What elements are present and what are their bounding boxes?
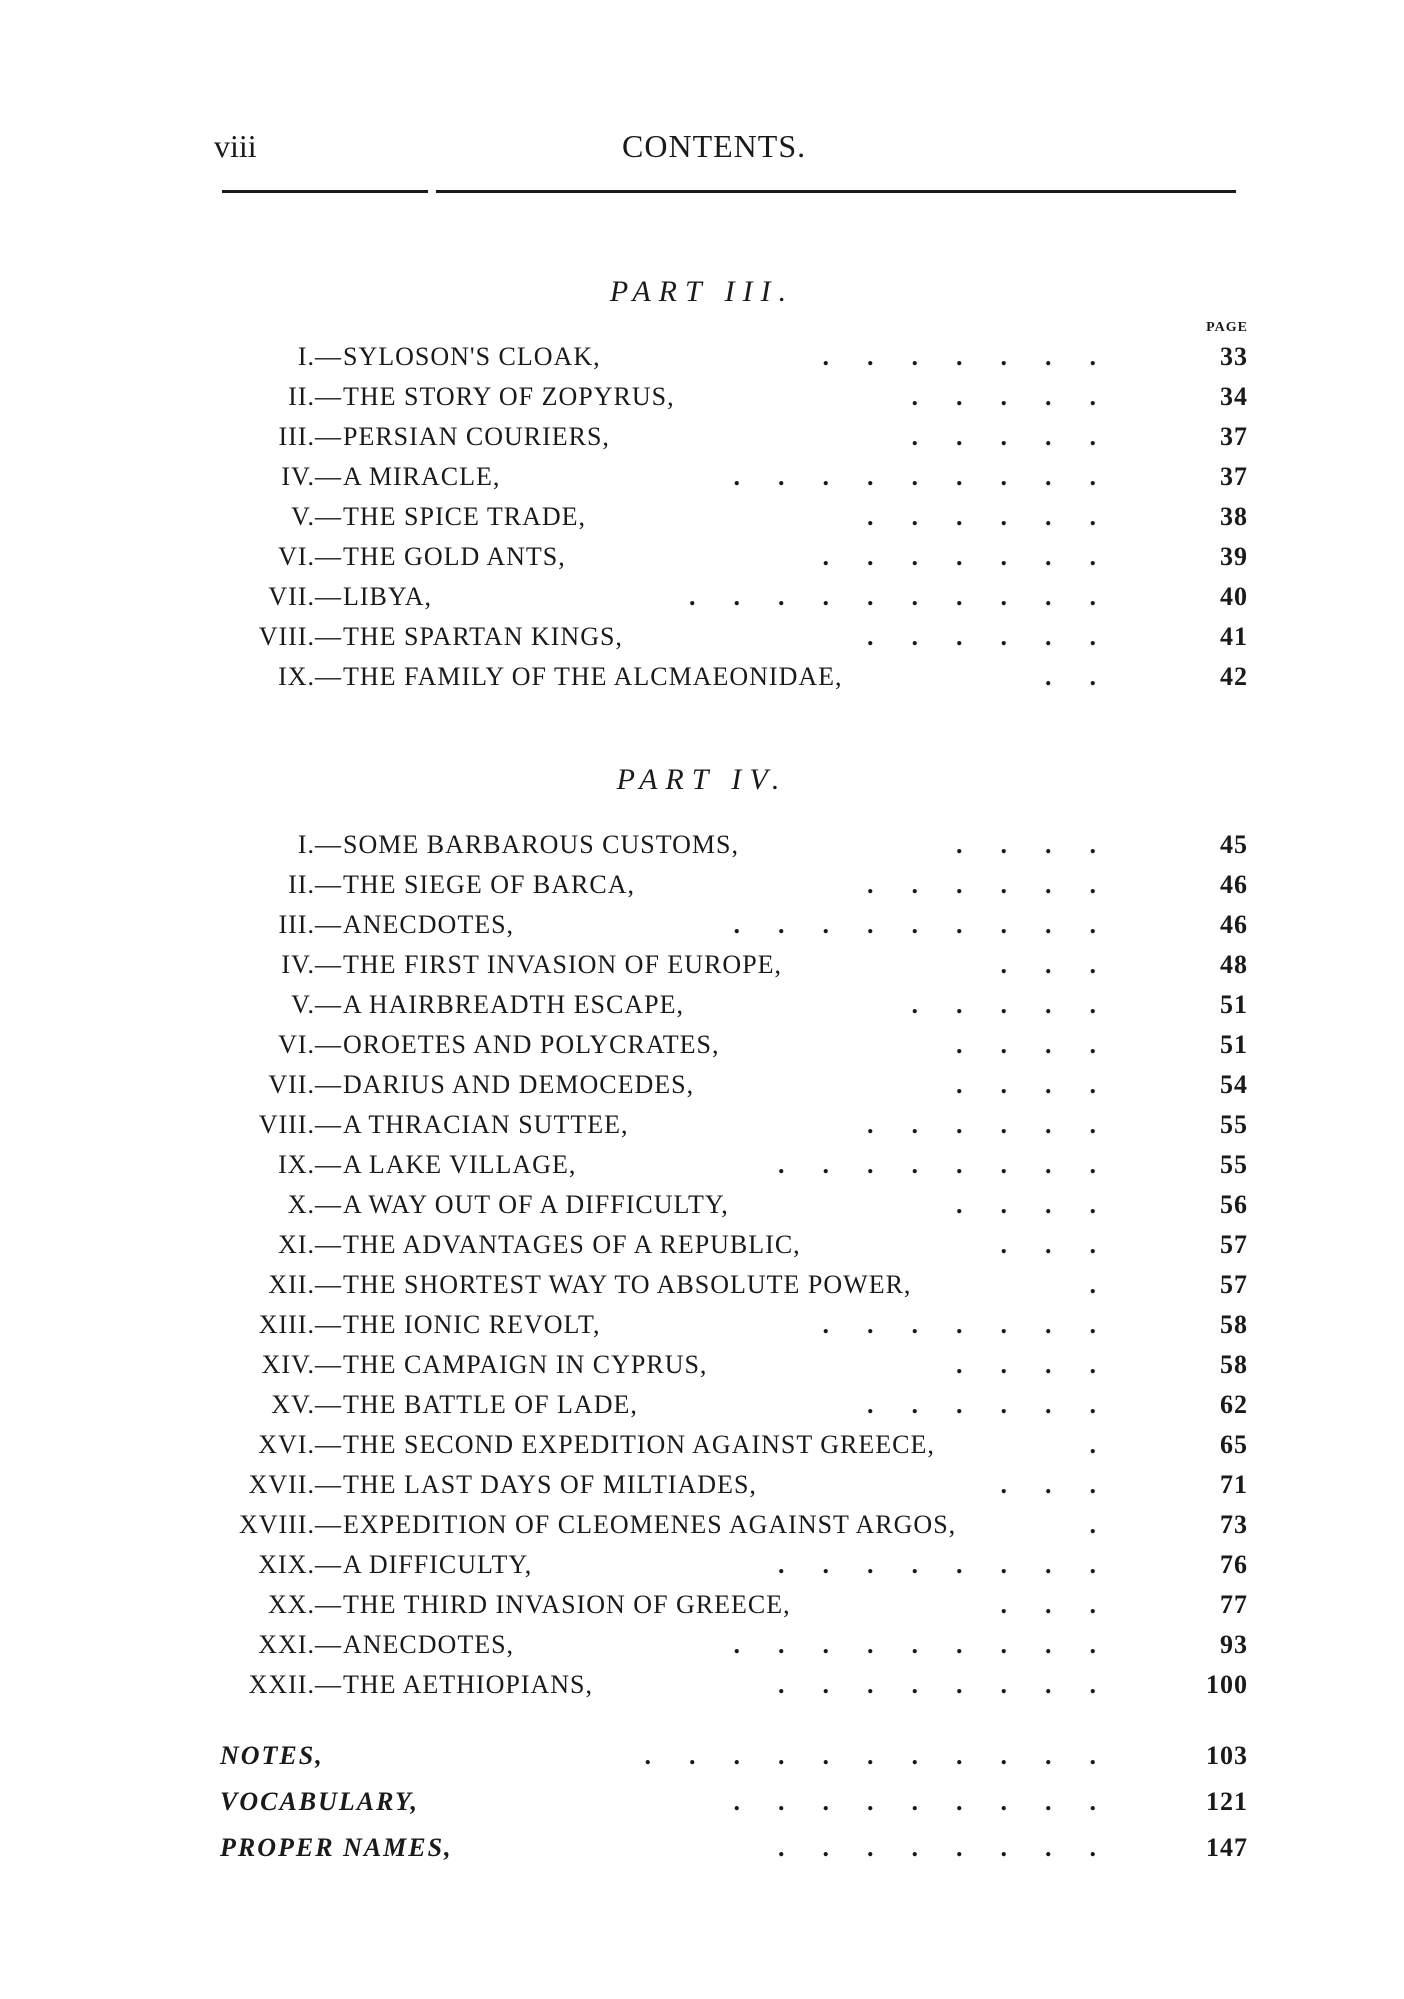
- toc-entry[interactable]: [0, 1190, 1404, 1228]
- toc-entry-notes[interactable]: [0, 1741, 1404, 1779]
- leader-dots: .: [1089, 1430, 1134, 1459]
- leader-dots: .........: [733, 462, 1134, 491]
- leader-dots: ........: [778, 1670, 1134, 1699]
- entry-title: THE SECOND EXPEDITION AGAINST GREECE,: [343, 1430, 935, 1459]
- leader-dots: .....: [911, 422, 1134, 451]
- leader-dots: ...........: [644, 1741, 1134, 1770]
- entry-number: XX.—: [267, 1590, 342, 1619]
- leader-dots: .......: [822, 542, 1134, 571]
- entry-title: A WAY OUT OF A DIFFICULTY,: [343, 1190, 729, 1219]
- leader-dots: .........: [733, 1787, 1134, 1816]
- entry-title: THE CAMPAIGN IN CYPRUS,: [343, 1350, 708, 1379]
- entry-title: A LAKE VILLAGE,: [343, 1150, 577, 1179]
- entry-number: IX.—: [278, 662, 342, 691]
- toc-entry[interactable]: [0, 830, 1404, 868]
- entry-number: VII.—: [268, 582, 342, 611]
- toc-entry[interactable]: [0, 1390, 1404, 1428]
- leader-dots: ...: [1000, 1590, 1134, 1619]
- entry-title: THE FIRST INVASION OF EUROPE,: [343, 950, 783, 979]
- toc-entry-vocabulary[interactable]: [0, 1787, 1404, 1825]
- entry-page: 57: [1220, 1270, 1248, 1299]
- entry-title: DARIUS AND DEMOCEDES,: [343, 1070, 695, 1099]
- entry-number: V.—: [291, 990, 342, 1019]
- leader-dots: ....: [956, 1350, 1134, 1379]
- leader-dots: .......: [822, 1310, 1134, 1339]
- entry-title: A THRACIAN SUTTEE,: [343, 1110, 629, 1139]
- entry-title: THE GOLD ANTS,: [343, 542, 566, 571]
- entry-page: 58: [1220, 1310, 1248, 1339]
- leader-dots: ........: [778, 1833, 1134, 1862]
- entry-page: 45: [1220, 830, 1248, 859]
- toc-entry[interactable]: [0, 662, 1404, 700]
- leader-dots: .........: [733, 1630, 1134, 1659]
- toc-entry[interactable]: [0, 1590, 1404, 1628]
- leader-dots: ........: [778, 1550, 1134, 1579]
- toc-entry[interactable]: [0, 622, 1404, 660]
- toc-entry[interactable]: [0, 1070, 1404, 1108]
- toc-entry[interactable]: [0, 1270, 1404, 1308]
- entry-title: THE ADVANTAGES OF A REPUBLIC,: [343, 1230, 801, 1259]
- entry-title: LIBYA,: [343, 582, 433, 611]
- entry-page: 77: [1220, 1590, 1248, 1619]
- leader-dots: ....: [956, 1190, 1134, 1219]
- toc-entry[interactable]: [0, 542, 1404, 580]
- entry-number: IV.—: [281, 462, 342, 491]
- entry-number: XIX.—: [258, 1550, 342, 1579]
- entry-page: 100: [1206, 1670, 1248, 1699]
- entry-page: 37: [1220, 422, 1248, 451]
- entry-page: 103: [1206, 1741, 1248, 1770]
- entry-number: XVII.—: [248, 1470, 342, 1499]
- entry-number: XXI.—: [258, 1630, 342, 1659]
- entry-title: THE BATTLE OF LADE,: [343, 1390, 638, 1419]
- entry-title: THE AETHIOPIANS,: [343, 1670, 593, 1699]
- toc-entry[interactable]: [0, 870, 1404, 908]
- entry-number: III.—: [278, 910, 342, 939]
- leader-dots: ......: [867, 1390, 1134, 1419]
- entry-page: 33: [1220, 342, 1248, 371]
- leader-dots: ....: [956, 1070, 1134, 1099]
- entry-page: 121: [1206, 1787, 1248, 1816]
- leader-dots: ......: [867, 1110, 1134, 1139]
- entry-number: VIII.—: [258, 1110, 342, 1139]
- entry-page: 58: [1220, 1350, 1248, 1379]
- leader-dots: .........: [733, 910, 1134, 939]
- toc-entry[interactable]: [0, 1110, 1404, 1148]
- entry-title: PERSIAN COURIERS,: [343, 422, 610, 451]
- entry-number: XIV.—: [261, 1350, 342, 1379]
- toc-entry[interactable]: [0, 1630, 1404, 1668]
- entry-number: XVI.—: [258, 1430, 342, 1459]
- entry-page: 55: [1220, 1110, 1248, 1139]
- entry-page: 39: [1220, 542, 1248, 571]
- entry-page: 51: [1220, 990, 1248, 1019]
- entry-number: VII.—: [268, 1070, 342, 1099]
- entry-title: SYLOSON'S CLOAK,: [343, 342, 601, 371]
- entry-title: A HAIRBREADTH ESCAPE,: [343, 990, 684, 1019]
- toc-entry[interactable]: [0, 1430, 1404, 1468]
- entry-page: 42: [1220, 662, 1248, 691]
- entry-page: 46: [1220, 870, 1248, 899]
- entry-title: SOME BARBAROUS CUSTOMS,: [343, 830, 740, 859]
- entry-number: XXII.—: [248, 1670, 342, 1699]
- part-3-heading: PART III.: [609, 275, 795, 308]
- toc-entry[interactable]: [0, 1310, 1404, 1348]
- leader-dots: ...: [1000, 1230, 1134, 1259]
- entry-page: 54: [1220, 1070, 1248, 1099]
- entry-title: THE SHORTEST WAY TO ABSOLUTE POWER,: [343, 1270, 912, 1299]
- entry-title: THE SIEGE OF BARCA,: [343, 870, 636, 899]
- entry-title: A MIRACLE,: [343, 462, 501, 491]
- toc-entry[interactable]: [0, 342, 1404, 380]
- leader-dots: ..........: [689, 582, 1134, 611]
- entry-title: OROETES AND POLYCRATES,: [343, 1030, 720, 1059]
- entry-title: A DIFFICULTY,: [343, 1550, 533, 1579]
- entry-page: 38: [1220, 502, 1248, 531]
- leader-dots: ......: [867, 502, 1134, 531]
- entry-page: 57: [1220, 1230, 1248, 1259]
- entry-number: XV.—: [271, 1390, 342, 1419]
- entry-page: 51: [1220, 1030, 1248, 1059]
- entry-number: IV.—: [281, 950, 342, 979]
- entry-page: 46: [1220, 910, 1248, 939]
- toc-entry[interactable]: [0, 990, 1404, 1028]
- entry-page: 37: [1220, 462, 1248, 491]
- entry-page: 34: [1220, 382, 1248, 411]
- leader-dots: ......: [867, 870, 1134, 899]
- leader-dots: .......: [822, 342, 1134, 371]
- toc-entry[interactable]: [0, 1510, 1404, 1548]
- entry-number: XIII.—: [258, 1310, 342, 1339]
- toc-entry[interactable]: [0, 382, 1404, 420]
- entry-number: X.—: [287, 1190, 342, 1219]
- part-4-heading: PART IV.: [616, 763, 788, 796]
- toc-entry-proper-names[interactable]: [0, 1833, 1404, 1871]
- entry-title: THE STORY OF ZOPYRUS,: [343, 382, 675, 411]
- entry-number: XVIII.—: [238, 1510, 342, 1539]
- toc-entry[interactable]: [0, 462, 1404, 500]
- entry-number: II.—: [288, 870, 342, 899]
- toc-entry[interactable]: [0, 1150, 1404, 1188]
- toc-entry[interactable]: [0, 1030, 1404, 1068]
- entry-title: ANECDOTES,: [343, 910, 515, 939]
- entry-page: 76: [1220, 1550, 1248, 1579]
- leader-dots: ...: [1000, 1470, 1134, 1499]
- entry-title: EXPEDITION OF CLEOMENES AGAINST ARGOS,: [343, 1510, 957, 1539]
- toc-entry[interactable]: [0, 1550, 1404, 1588]
- entry-title: THE THIRD INVASION OF GREECE,: [343, 1590, 791, 1619]
- entry-page: 55: [1220, 1150, 1248, 1179]
- toc-entry[interactable]: [0, 582, 1404, 620]
- toc-entry[interactable]: [0, 422, 1404, 460]
- leader-dots: .: [1089, 1270, 1134, 1299]
- entry-number: XI.—: [278, 1230, 342, 1259]
- entry-title: THE FAMILY OF THE ALCMAEONIDAE,: [343, 662, 843, 691]
- entry-number: XII.—: [268, 1270, 342, 1299]
- entry-title: THE SPICE TRADE,: [343, 502, 587, 531]
- running-title: CONTENTS.: [622, 128, 807, 164]
- entry-title: THE SPARTAN KINGS,: [343, 622, 623, 651]
- entry-page: 62: [1220, 1390, 1248, 1419]
- page-number: viii: [214, 128, 257, 164]
- entry-page: 65: [1220, 1430, 1248, 1459]
- header-rule-right: [436, 190, 1236, 193]
- entry-number: VI.—: [278, 542, 342, 571]
- entry-page: 56: [1220, 1190, 1248, 1219]
- entry-title: THE LAST DAYS OF MILTIADES,: [343, 1470, 757, 1499]
- header-rule-left: [222, 190, 428, 193]
- entry-page: 48: [1220, 950, 1248, 979]
- entry-title: ANECDOTES,: [343, 1630, 515, 1659]
- leader-dots: ....: [956, 830, 1134, 859]
- entry-number: II.—: [288, 382, 342, 411]
- toc-entry[interactable]: [0, 1470, 1404, 1508]
- entry-title: PROPER NAMES,: [220, 1833, 453, 1862]
- leader-dots: ...: [1000, 950, 1134, 979]
- entry-page: 71: [1220, 1470, 1248, 1499]
- toc-entry[interactable]: [0, 910, 1404, 948]
- entry-number: IX.—: [278, 1150, 342, 1179]
- toc-entry[interactable]: [0, 1670, 1404, 1708]
- leader-dots: ..: [1045, 662, 1134, 691]
- leader-dots: ....: [956, 1030, 1134, 1059]
- entry-number: V.—: [291, 502, 342, 531]
- entry-number: I.—: [297, 830, 342, 859]
- entry-page: 40: [1220, 582, 1248, 611]
- toc-entry[interactable]: [0, 1230, 1404, 1268]
- entry-number: VI.—: [278, 1030, 342, 1059]
- entry-number: I.—: [297, 342, 342, 371]
- leader-dots: ........: [778, 1150, 1134, 1179]
- toc-entry[interactable]: [0, 1350, 1404, 1388]
- entry-page: 147: [1206, 1833, 1248, 1862]
- leader-dots: ......: [867, 622, 1134, 651]
- toc-entry[interactable]: [0, 950, 1404, 988]
- toc-entry[interactable]: [0, 502, 1404, 540]
- entry-title: VOCABULARY,: [220, 1787, 420, 1816]
- entry-title: THE IONIC REVOLT,: [343, 1310, 601, 1339]
- entry-page: 73: [1220, 1510, 1248, 1539]
- entry-number: VIII.—: [258, 622, 342, 651]
- entry-number: III.—: [278, 422, 342, 451]
- entry-title: NOTES,: [220, 1741, 324, 1770]
- entry-page: 93: [1220, 1630, 1248, 1659]
- leader-dots: .: [1089, 1510, 1134, 1539]
- entry-page: 41: [1220, 622, 1248, 651]
- leader-dots: .....: [911, 382, 1134, 411]
- page-column-header: PAGE: [1206, 320, 1248, 335]
- leader-dots: .....: [911, 990, 1134, 1019]
